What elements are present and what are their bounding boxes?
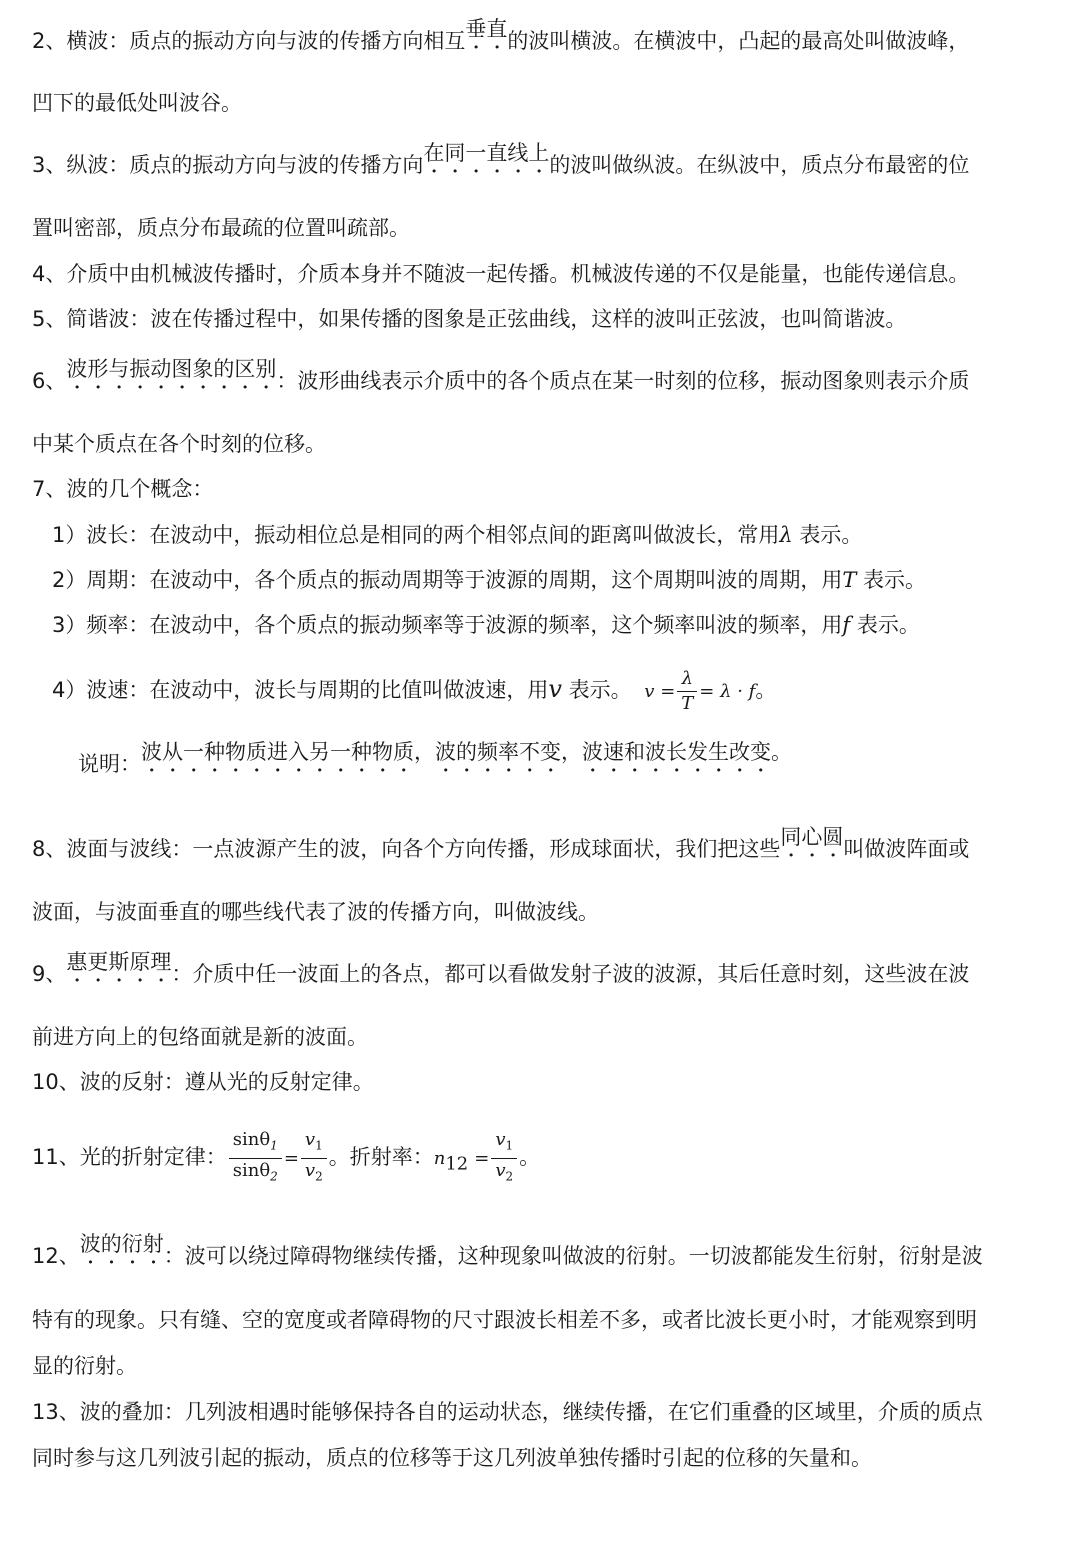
item-13-line-1: 13、波的叠加：几列波相遇时能够保持各自的运动状态，继续传播，在它们重叠的区域里，介质的质点 [32,1400,983,1424]
speed-symbol: v [548,675,562,703]
item-2-line-2: 凹下的最低处叫波谷。 [32,91,242,115]
item-4: 4、介质中由机械波传播时，介质本身并不随波一起传播。机械波传递的不仅是能量，也能传递信息。 [32,262,970,286]
item-8-emphasis: 同心圆 [780,825,844,849]
item-3-text-cont: 的波叫做纵波。在纵波中，质点分布最密的位 [549,153,970,177]
item-12-line-2: 特有的现象。只有缝、空的宽度或者障碍物的尺寸跟波长相差不多，或者比波长更小时，才能观察到明 [32,1308,977,1332]
item-12-text: ：波可以绕过障碍物继续传播，这种现象叫做波的衍射。一切波都能发生衍射，衍射是波 [163,1244,983,1268]
wavelength-text-end: 表示。 [792,523,863,547]
frequency-text: 3）频率：在波动中，各个质点的振动频率等于波源的频率，这个频率叫波的频率，用 [52,613,843,637]
equals-sign: = [283,1148,299,1170]
item-11: 11、光的折射定律： $\frac{\sin\theta_1}{\sin\theta_2}$ = $\frac{v_1}{v_2}$ 。折射率：$n_{12}$ = $\frac{v_1}{v_2}$ 。 [32,1128,540,1192]
item-5: 5、简谐波：波在传播过程中，如果传播的图象是正弦曲线，这样的波叫正弦波，也叫简谐波。 [32,307,907,331]
item-12-line-1 [32,1232,983,1281]
refraction-law-text: 11、光的折射定律： [32,1145,227,1170]
wavelength-symbol: λ [779,523,793,547]
speed-formula-end: 。 [755,678,777,702]
item-7-sub-3 [52,610,920,640]
period-text: 2）周期：在波动中，各个质点的振动周期等于波源的周期，这个周期叫波的周期，用 [52,568,843,592]
item-7-sub-1 [52,520,862,550]
item-6-line-1 [32,357,970,406]
item-8-text: 8、波面与波线：一点波源产生的波，向各个方向传播，形成球面状，我们把这些 [32,837,781,861]
item-12-line-3: 显的衍射。 [32,1354,137,1378]
item-12-emphasis: 波的衍射 [79,1232,164,1256]
item-9-line-1 [32,950,970,999]
speed-formula-lhs: v = [644,681,676,702]
item-6-line-2: 中某个质点在各个时刻的位移。 [32,432,326,456]
item-9-text: ：介质中任一波面上的各点，都可以看做发射子波的波源，其后任意时刻，这些波在波 [171,962,970,986]
refractive-index-fraction: $\frac{v_1}{v_2}$ [491,1128,517,1188]
speed-text: 4）波速：在波动中，波长与周期的比值叫做波速，用 [52,678,549,702]
item-2-emphasis: 垂直 [465,17,508,41]
note-label: 说明： [78,752,141,776]
item-8-line-2: 波面，与波面垂直的哪些线代表了波的传播方向，叫做波线。 [32,900,599,924]
note-emphasis: 波从一种物质进入另一种物质，波的频率不变，波速和波长发生改变。 [141,740,792,764]
speed-fraction [677,667,697,716]
item-7-sub-4 [52,662,776,719]
item-12-number: 12、 [32,1244,80,1268]
item-9-emphasis: 惠更斯原理 [66,950,172,974]
item-3-line-2: 置叫密部，质点分布最疏的位置叫疏部。 [32,216,410,240]
frequency-text-end: 表示。 [850,613,920,637]
item-9-line-2: 前进方向上的包络面就是新的波面。 [32,1025,368,1049]
item-2-line-1 [32,17,970,66]
item-2-text-cont: 的波叫横波。在横波中，凸起的最高处叫做波峰， [507,29,970,53]
period-text-end: 表示。 [856,568,927,592]
item-6-number: 6、 [32,369,67,393]
wavelength-text: 1）波长：在波动中，振动相位总是相同的两个相邻点间的距离叫做波长，常用 [52,523,780,547]
speed-fraction-numerator: λ [677,667,697,692]
item-10: 10、波的反射：遵从光的反射定律。 [32,1070,374,1094]
item-7-title: 7、波的几个概念： [32,477,214,501]
refractive-index-symbol: n [433,1148,446,1170]
item-7-sub-2 [52,565,926,595]
frequency-symbol: f [842,613,851,637]
period-symbol: T [842,568,857,592]
item-3-emphasis: 在同一直线上 [423,141,550,165]
sine-ratio-fraction: $\frac{\sin\theta_1}{\sin\theta_2}$ [229,1128,282,1188]
item-7-note [78,740,792,789]
refractive-index-text: 。折射率： [328,1145,434,1170]
item-13-line-2: 同时参与这几列波引起的振动，质点的位移等于这几列波单独传播时引起的位移的矢量和。 [32,1446,872,1470]
speed-formula-rhs: = λ · f [699,681,756,702]
item-3-line-1 [32,141,970,190]
item-6-text: ：波形曲线表示介质中的各个质点在某一时刻的位移，振动图象则表示介质 [276,369,970,393]
item-9-number: 9、 [32,962,67,986]
speed-fraction-denominator: T [681,692,694,714]
item-6-emphasis: 波形与振动图象的区别 [66,357,277,381]
item-3-text: 3、纵波：质点的振动方向与波的传播方向 [32,153,424,177]
speed-text-end: 表示。 [561,678,632,702]
speed-ratio-fraction: $\frac{v_1}{v_2}$ [301,1128,327,1188]
equals-sign-2: = [474,1148,490,1170]
item-8-text-cont: 叫做波阵面或 [843,837,970,861]
item-8-line-1 [32,825,970,874]
item-2-text: 2、横波：质点的振动方向与波的传播方向相互 [32,29,466,53]
item-11-end: 。 [519,1145,541,1170]
